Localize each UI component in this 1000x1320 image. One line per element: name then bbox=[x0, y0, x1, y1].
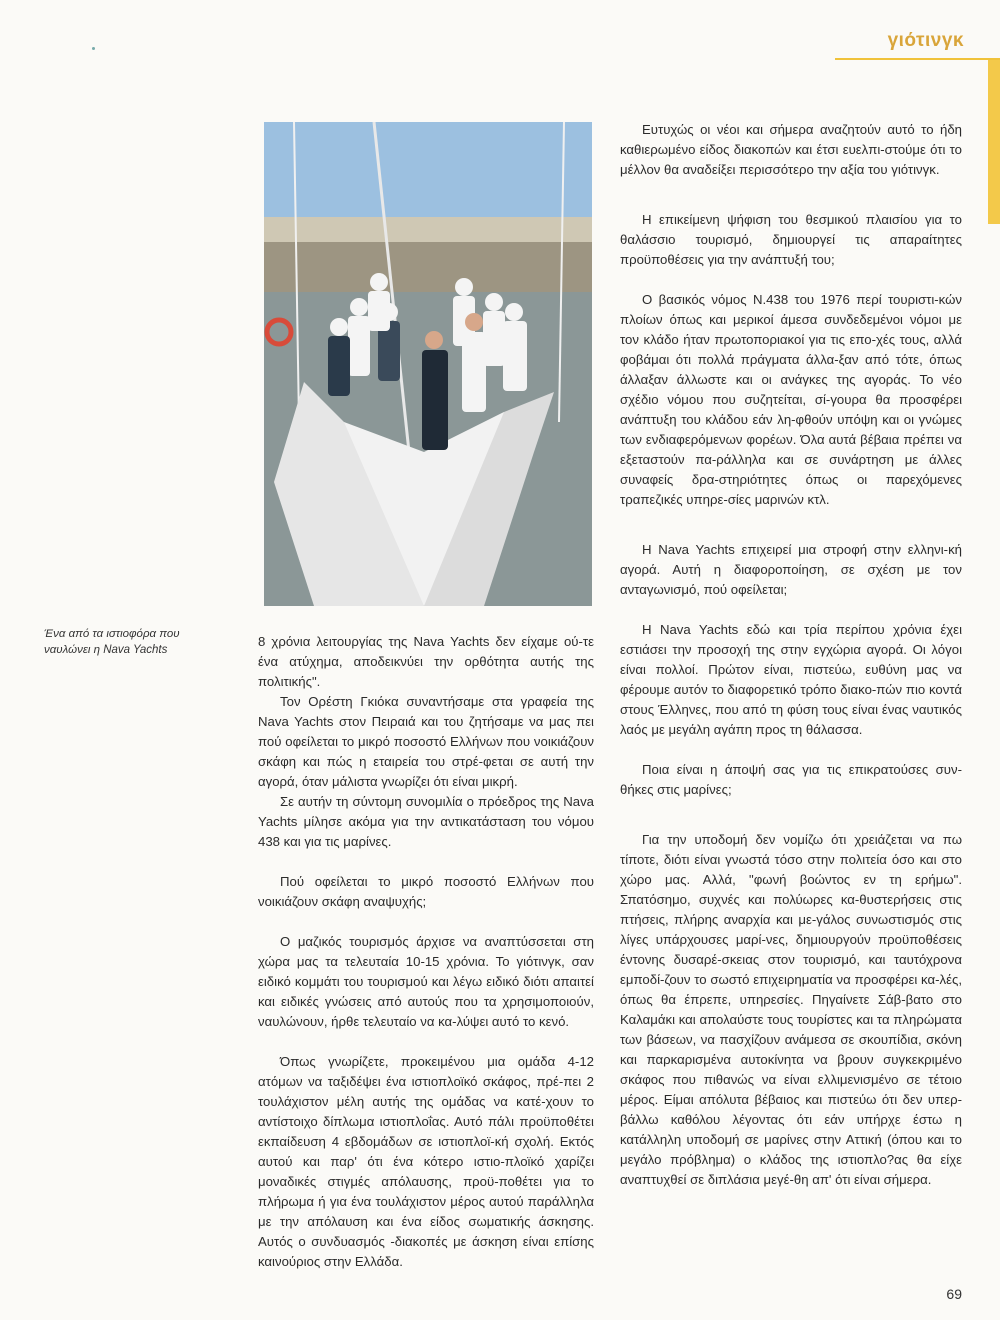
left-column bbox=[258, 632, 594, 1272]
interview-answer: Ο μαζικός τουρισμός άρχισε να αναπτύσσεται στη χώρα μας τα τελευταία 10-15 χρόνια. Το γιότινγκ, σαν ειδικό κομμάτι του τουρισμού και λέγω ειδικό διότι απαιτεί και ειδικές γνώσεις από αυτούς που τα χρησιμοποιούν, ναυλώνουν, ήρθε τελευταίο να κα-λύψει αυτό το κενό. bbox=[258, 934, 594, 1029]
interview-question: Πού οφείλεται το μικρό ποσοστό Ελλήνων που νοικιάζουν σκάφη αναψυχής; bbox=[258, 874, 594, 909]
section-rule bbox=[835, 58, 1000, 60]
decorative-dot bbox=[92, 47, 95, 50]
interview-answer: Όπως γνωρίζετε, προκειμένου μια ομάδα 4-12 ατόμων να ταξιδέψει ένα ιστιοπλοϊκό σκάφος, πρέ-πει 2 τουλάχιστον μέλη αυτής της ομάδας να κατέ-χουν το αντίστοιχο δίπλωμα ιστιοπλοΐας. Αυτό πάλι προϋποθέτει εκπαίδευση 4 εβδομάδων σε ιστιοπλοϊ-κή σχολή. Εκτός αυτού και παρ' ότι ένα κότερο ιστιο-πλοϊκό χαρίζει μοναδικές στιγμές απόλαυσης, προϋ-ποθέτει για το πλήρωμα ή για ένα τουλάχιστον μέρος αυτού παράλληλα με την απόλαυση και ένα είδος σωματικής άσκησης. Αυτός ο συνδυασμός -διακοπές με άσκηση είναι επίσης καινούριος στην Ελλάδα. bbox=[258, 1054, 594, 1269]
accent-side-bar bbox=[988, 60, 1000, 224]
paragraph: Σε αυτήν τη σύντομη συνομιλία ο πρόεδρος της Nava Yachts μίλησε ακόμα για την αντικατάσταση του νόμου 438 και για τις μαρίνες. bbox=[258, 794, 594, 849]
interview-question: Η Nava Yachts επιχειρεί μια στροφή στην ελληνι-κή αγορά. Αυτή η διαφοροποίηση, σε σχέση με τον ανταγωνισμό, πού οφείλεται; bbox=[620, 542, 962, 597]
paragraph: Ευτυχώς οι νέοι και σήμερα αναζητούν αυτό το ήδη καθιερωμένο είδος διακοπών και έτσι ευελπι-στούμε ότι το μέλλον θα αναδείξει περισσότερο την αξία του γιότινγκ. bbox=[620, 122, 962, 177]
interview-question: Η επικείμενη ψήφιση του θεσμικού πλαισίου για το θαλάσσιο τουρισμό, δημιουργεί τις απαραίτητες προϋποθέσεις για την ανάπτυξή του; bbox=[620, 212, 962, 267]
paragraph: 8 χρόνια λειτουργίας της Nava Yachts δεν είχαμε ού-τε ένα ατύχημα, αποδεικνύει την ορθότητα αυτής της πολιτικής". bbox=[258, 634, 594, 689]
section-title: γιότινγκ bbox=[887, 30, 964, 51]
photo-illustration bbox=[264, 122, 592, 606]
paragraph: Τον Ορέστη Γκιόκα συναντήσαμε στα γραφεία της Nava Yachts στον Πειραιά και του ζητήσαμε να μας πει πού οφείλεται το μικρό ποσοστό Ελλήνων που νοικιάζουν σκάφη και πώς η εταιρεία του στρέ-φεται σε αυτή την αγορά, όταν μάλιστα γνωρίζει ότι είναι μικρή. bbox=[258, 694, 594, 789]
photo-caption: Ένα από τα ιστιοφόρα που ναυλώνει η Nava Yachts bbox=[44, 628, 180, 656]
interview-answer: Για την υποδομή δεν νομίζω ότι χρειάζεται να πω τίποτε, διότι είναι γνωστά τόσο στην πολιτεία όσο και στο χώρο μας. Αλλά, "φωνή βοώντος εν τη ερήμω". Σπατόσημο, συχνές και πολύωρες κα-θυστερήσεις στις πτήσεις, πλήρης αναρχία και με-γάλος συνωστισμός στις λίγες υπάρχουσες μαρί-νες, δημιουργούν προϋποθέσεις έντονης δυσαρέ-σκειας στον τουρισμό, και ταυτόχρονα εμποδί-ζουν το σωστό επιχειρηματία να προσφέρει κα-λές, όπως θα έπρεπε, υπηρεσίες. Πηγαίνετε Σάβ-βατο στο Καλαμάκι και απολαύστε τους τουρίστες και τα πληρώματα των βάσεων, να πασχίζουν ανάμεσα σε σκουπίδια, σκόνη και παρκαρισμένα αυτοκίνητα να βρουν συγκεκριμένο σκάφος που πιθανώς να είναι ελλιμενισμένο σε τέτοιο μέρος. Είμαι απόλυτα βέβαιος και πιστεύω ότι δεν υπερ-βάλλω καθόλου λέγοντας ότι εάν υπήρχε έστω η κατάλληλη υποδομή σε μαρίνες στην Αττική (όπου και το μεγάλο πρόβλημα) ο κλάδος της ιστιοπλο?ας θα είχε αναπτυχθεί σε διπλάσια μεγέ-θη απ' ότι είναι σήμερα. bbox=[620, 832, 962, 1187]
right-column bbox=[620, 120, 962, 1190]
page-number: 69 bbox=[946, 1286, 962, 1302]
interview-answer: Ο βασικός νόμος Ν.438 του 1976 περί τουριστι-κών πλοίων όπως και μερικοί άμεσα συνδεδεμένοι νόμοι με τον κλάδο ήταν πρωτοποριακοί για τις επο-χές τους, αλλά φοβάμαι ότι πολλά πράγματα άλλα-ξαν από τότε, όπως άλλαξαν άλλωστε και οι ανάγκες της αγοράς. Το νέο σχέδιο νόμου που συζητείται, σί-γουρα θα προσφέρει ανάπτυξη του κλάδου εάν λη-φθούν υπόψη και οι γνώμες των ενδιαφερόμενων φορέων. Όλα αυτά βέβαια πρέπει να εξεταστούν πα-ράλληλα και σε συνάρτηση με άλλες συναφείς δρα-στηριότητες όπως οι παρεχόμενες τραπεζικές υπηρε-σίες μαρινών κτλ. bbox=[620, 292, 962, 507]
yacht-crew-photo bbox=[264, 122, 592, 606]
interview-answer: Η Nava Yachts εδώ και τρία περίπου χρόνια έχει εστιάσει την προσοχή της στην εγχώρια αγορά. Οι λόγοι είναι πολλοί. Πρώτον είναι, πιστεύω, ευθύνη μας να φέρουμε αυτόν το διαφορετικό τρόπο διακο-πών πιο κοντά στους Έλληνες, που από τη φύση τους είναι ένας ναυτικός λαός με μεγάλη αγάπη προς τη θάλασσα. bbox=[620, 622, 962, 737]
interview-question: Ποια είναι η άποψή σας για τις επικρατούσες συν-θήκες στις μαρίνες; bbox=[620, 762, 962, 797]
